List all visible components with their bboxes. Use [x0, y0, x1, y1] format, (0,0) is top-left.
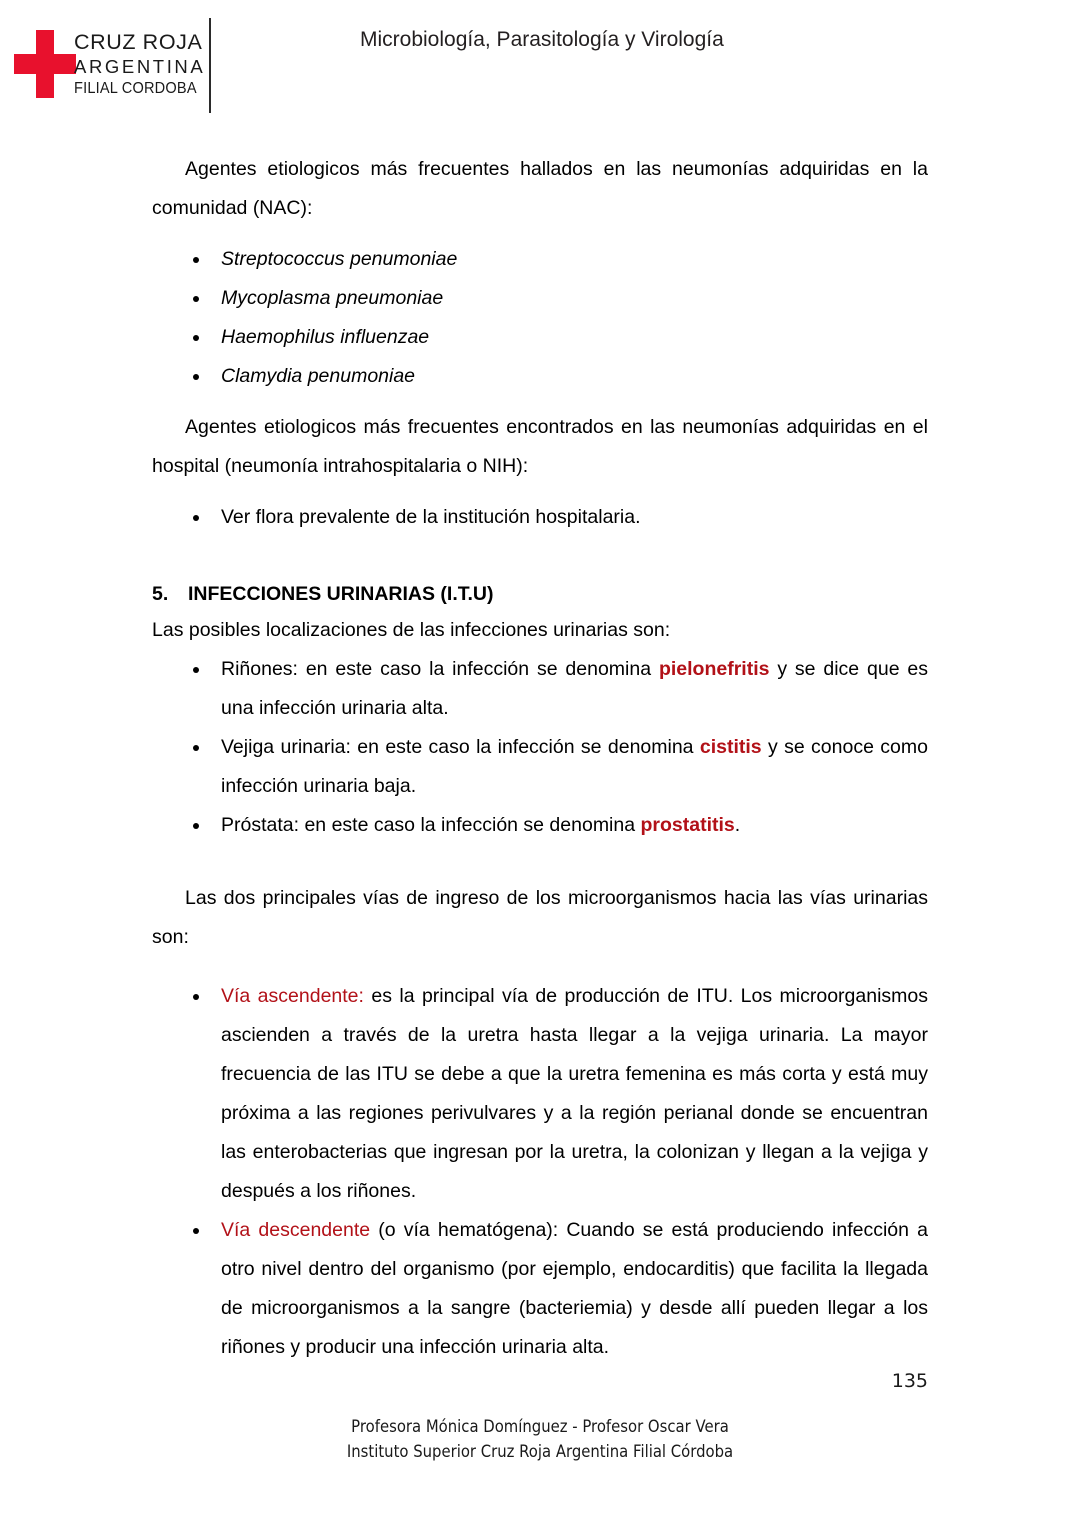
location-text-post: y se dice que es una infección urinaria alta. — [221, 658, 928, 719]
list-item: Clamydia penumoniae — [152, 357, 928, 396]
location-text-post: . — [734, 814, 741, 836]
spacer — [152, 957, 928, 977]
route-text: (o vía hematógena): Cuando se está produciendo infección a otro nivel dentro del organismo (por ejemplo, endocarditis) que facilita la llegada de microorganismos a la sangre (bacteriemia) y desde allí pueden llegar a los riñones y producir una infección urinaria alta. — [221, 1219, 928, 1358]
list-nac-agents — [152, 240, 928, 396]
list-itu-locations — [152, 650, 928, 845]
spacer — [152, 537, 928, 577]
list-item: Haemophilus influenzae — [152, 318, 928, 357]
location-text-pre: Próstata: en este caso la infección se denomina — [221, 814, 641, 836]
logo-line-argentina: ARGENTINA — [74, 56, 206, 77]
section-title: INFECCIONES URINARIAS (I.T.U) — [188, 583, 494, 605]
term-via-ascendente: Vía ascendente: — [221, 985, 364, 1007]
spacer — [152, 845, 928, 879]
page-number: 135 — [891, 1370, 928, 1392]
location-text-pre: Vejiga urinaria: en este caso la infección se denomina — [221, 736, 700, 758]
spacer — [152, 228, 928, 240]
term-via-descendente: Vía descendente — [221, 1219, 371, 1241]
page-header — [0, 0, 1080, 125]
term-cistitis: cistitis — [699, 736, 762, 758]
paragraph-nac-intro: Agentes etiologicos más frecuentes hallados en las neumonías adquiridas en la comunidad (NAC): — [152, 158, 928, 219]
list-item — [152, 728, 928, 806]
location-text-post: y se conoce como infección urinaria baja. — [221, 736, 928, 797]
list-item — [152, 977, 928, 1211]
paragraph-nih-intro: Agentes etiologicos más frecuentes encontrados en las neumonías adquiridas en el hospital (neumonía intrahospitalaria o NIH): — [152, 416, 928, 477]
list-item — [152, 1211, 928, 1367]
spacer — [152, 486, 928, 498]
list-item: Mycoplasma pneumoniae — [152, 279, 928, 318]
paragraph-routes-intro: Las dos principales vías de ingreso de los microorganismos hacia las vías urinarias son: — [152, 887, 928, 948]
footer-line-institute: Instituto Superior Cruz Roja Argentina Filial Córdoba — [346, 1442, 734, 1461]
page-title: Microbiología, Parasitología y Virología — [360, 28, 724, 51]
list-item: Ver flora prevalente de la institución hospitalaria. — [152, 498, 928, 537]
list-itu-routes — [152, 977, 928, 1367]
term-prostatitis: prostatitis — [640, 814, 735, 836]
term-pielonefritis: pielonefritis — [658, 658, 770, 680]
header-divider — [209, 18, 211, 113]
footer-line-professors: Profesora Mónica Domínguez - Profesor Oscar Vera — [351, 1417, 729, 1436]
logo-line-filial-cordoba: FILIAL CORDOBA — [74, 80, 197, 97]
section-number: 5. — [152, 583, 169, 605]
document-body — [152, 150, 928, 1367]
location-text-pre: Riñones: en este caso la infección se denomina — [221, 658, 659, 680]
section-heading-5 — [152, 577, 928, 611]
list-item — [152, 806, 928, 845]
list-nih-agents — [152, 498, 928, 537]
route-text: es la principal vía de producción de ITU. Los microorganismos ascienden a través de la uretra hasta llegar a la vejiga urinaria. La mayor frecuencia de las ITU se debe a que la uretra femenina es más corta y está muy próxima a las regiones perivulvares y a la región perianal donde se encuentran las enterobacterias que ingresan por la uretra, la colonizan y llegan a la vejiga y después a los riñones. — [221, 985, 928, 1202]
page-footer — [0, 1414, 1080, 1464]
list-item — [152, 650, 928, 728]
red-cross-icon — [14, 30, 76, 98]
logo-line-cruz-roja: CRUZ ROJA — [74, 30, 203, 54]
cruz-roja-logo — [8, 12, 208, 112]
paragraph-itu-intro: Las posibles localizaciones de las infecciones urinarias son: — [152, 619, 671, 641]
spacer — [152, 396, 928, 408]
logo-wordmark — [74, 30, 214, 99]
list-item: Streptococcus penumoniae — [152, 240, 928, 279]
